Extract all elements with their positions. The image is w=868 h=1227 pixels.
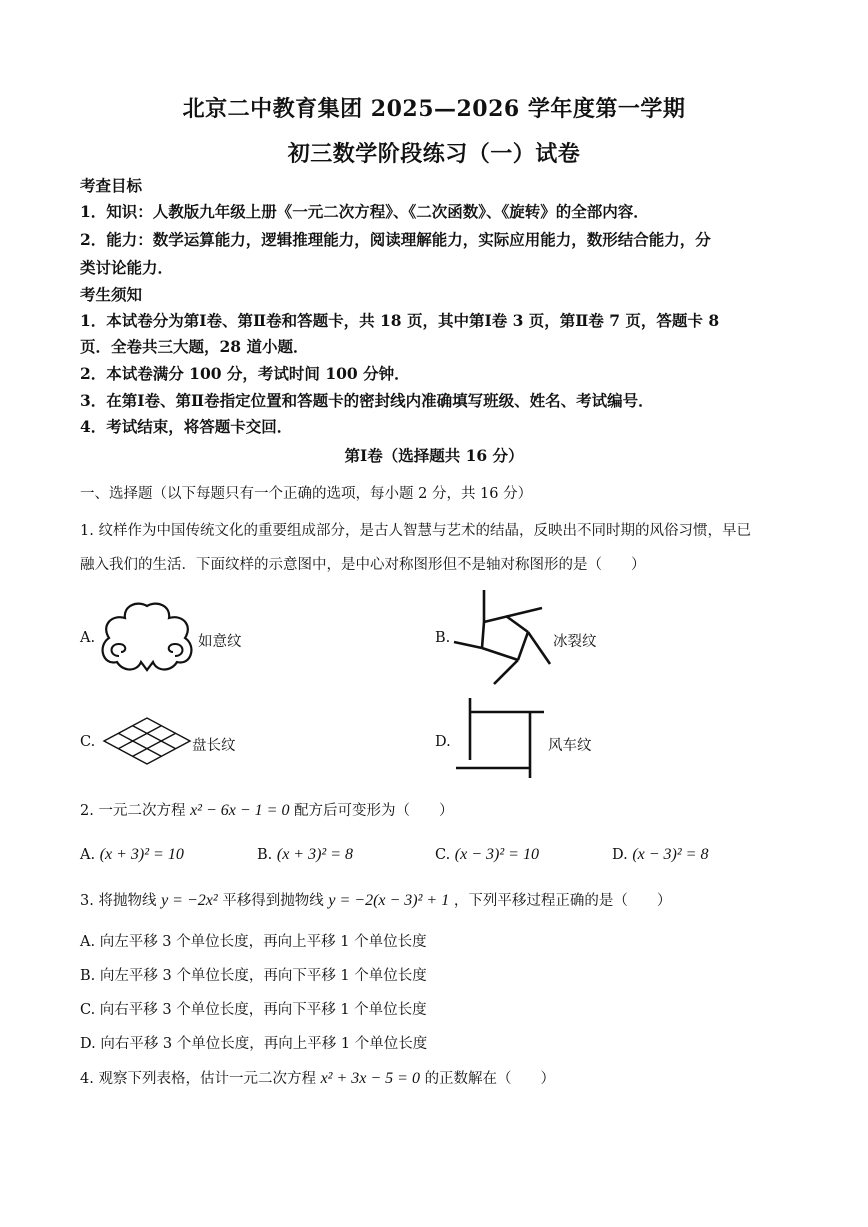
goals-item-ability: 2．能力：数学运算能力，逻辑推理能力，阅读理解能力，实际应用能力，数形结合能力，分 bbox=[80, 230, 711, 249]
q1-option-b-name: 冰裂纹 bbox=[553, 634, 597, 650]
q3-stem bbox=[80, 891, 795, 911]
goals-heading: 考查目标 bbox=[80, 176, 143, 195]
q3-suffix: ，下列平移过程正确的是（ ） bbox=[453, 893, 672, 909]
notice-item-1-cont: 页．全卷共三大题，28 道小题． bbox=[80, 337, 309, 356]
q2-equation: x² − 6x − 1 = 0 bbox=[190, 802, 290, 819]
q2-option-d-letter: D. bbox=[612, 847, 628, 863]
windmill-pattern-figure bbox=[456, 698, 546, 780]
q2-option-d-expr: (x − 3)² = 8 bbox=[632, 846, 709, 863]
q1-text-cont: 融入我们的生活．下面纹样的示意图中，是中心对称图形但不是轴对称图形的是（ ） bbox=[80, 557, 646, 573]
notice-heading: 考生须知 bbox=[80, 285, 143, 304]
q1-option-c-letter: C. bbox=[80, 734, 96, 750]
exam-subtitle: 初三数学阶段练习（一）试卷 bbox=[287, 141, 581, 167]
part1-heading: 第Ⅰ卷（选择题共 16 分） bbox=[344, 446, 524, 465]
q4-prefix: 4. 观察下列表格，估计一元二次方程 bbox=[80, 1071, 316, 1087]
q2-option-a bbox=[80, 846, 184, 864]
q2-option-a-letter: A. bbox=[80, 847, 96, 863]
q1-option-a-name: 如意纹 bbox=[198, 634, 242, 650]
notice-item-1: 1．本试卷分为第Ⅰ卷、第Ⅱ卷和答题卡，共 18 页，其中第Ⅰ卷 3 页，第Ⅱ卷 7 页，答题卡 8 bbox=[80, 311, 720, 330]
q3-option-a: A. 向左平移 3 个单位长度，再向上平移 1 个单位长度 bbox=[80, 934, 427, 950]
q1-text: 1. 纹样作为中国传统文化的重要组成部分，是古人智慧与艺术的结晶，反映出不同时期的风俗习惯，早已 bbox=[80, 523, 751, 539]
q2-stem bbox=[80, 801, 795, 821]
q2-option-b bbox=[257, 846, 353, 864]
q4-suffix: 的正数解在（ ） bbox=[424, 1071, 556, 1087]
notice-item-2: 2．本试卷满分 100 分，考试时间 100 分钟． bbox=[80, 364, 410, 383]
q1-option-d-letter: D. bbox=[435, 734, 451, 750]
goals-item-knowledge: 1．知识：人教版九年级上册《一元二次方程》、《二次函数》、《旋转》的全部内容． bbox=[80, 202, 649, 221]
q2-option-b-letter: B. bbox=[257, 847, 273, 863]
q3-equation-1: y = −2x² bbox=[161, 892, 218, 909]
section-heading: 一、选择题（以下每题只有一个正确的选项，每小题 2 分，共 16 分） bbox=[80, 486, 533, 502]
q1-option-b-letter: B. bbox=[435, 630, 451, 646]
ice-crack-pattern-figure bbox=[452, 588, 552, 688]
q1-option-a-letter: A. bbox=[80, 630, 96, 646]
q2-option-d bbox=[612, 846, 708, 864]
q1-option-c-name: 盘长纹 bbox=[192, 738, 236, 754]
q2-option-c-expr: (x − 3)² = 10 bbox=[454, 846, 539, 863]
q2-option-c-letter: C. bbox=[435, 847, 451, 863]
q3-middle: 平移得到抛物线 bbox=[222, 893, 324, 909]
ruyi-pattern-figure bbox=[97, 600, 197, 680]
q3-equation-2: y = −2(x − 3)² + 1 bbox=[328, 892, 450, 909]
q2-prefix: 2. 一元二次方程 bbox=[80, 803, 186, 819]
q2-option-a-expr: (x + 3)² = 10 bbox=[99, 846, 184, 863]
q1-option-d-name: 风车纹 bbox=[548, 738, 592, 754]
notice-item-4: 4．考试结束，将答题卡交回． bbox=[80, 417, 293, 436]
goals-item-ability-cont: 类讨论能力． bbox=[80, 258, 174, 277]
q3-option-b: B. 向左平移 3 个单位长度，再向下平移 1 个单位长度 bbox=[80, 968, 427, 984]
q4-equation: x² + 3x − 5 = 0 bbox=[320, 1070, 420, 1087]
notice-item-3: 3．在第Ⅰ卷、第Ⅱ卷指定位置和答题卡的密封线内准确填写班级、姓名、考试编号． bbox=[80, 391, 654, 410]
exam-title: 北京二中教育集团 2025—2026 学年度第一学期 bbox=[182, 96, 686, 122]
q3-option-d: D. 向右平移 3 个单位长度，再向上平移 1 个单位长度 bbox=[80, 1036, 428, 1052]
q2-suffix: 配方后可变形为（ ） bbox=[294, 803, 454, 819]
q3-prefix: 3. 将抛物线 bbox=[80, 893, 157, 909]
q3-option-c: C. 向右平移 3 个单位长度，再向下平移 1 个单位长度 bbox=[80, 1002, 427, 1018]
q4-stem bbox=[80, 1069, 795, 1089]
q2-option-b-expr: (x + 3)² = 8 bbox=[276, 846, 354, 863]
q2-option-c bbox=[435, 846, 539, 864]
panchang-pattern-figure bbox=[102, 716, 192, 766]
